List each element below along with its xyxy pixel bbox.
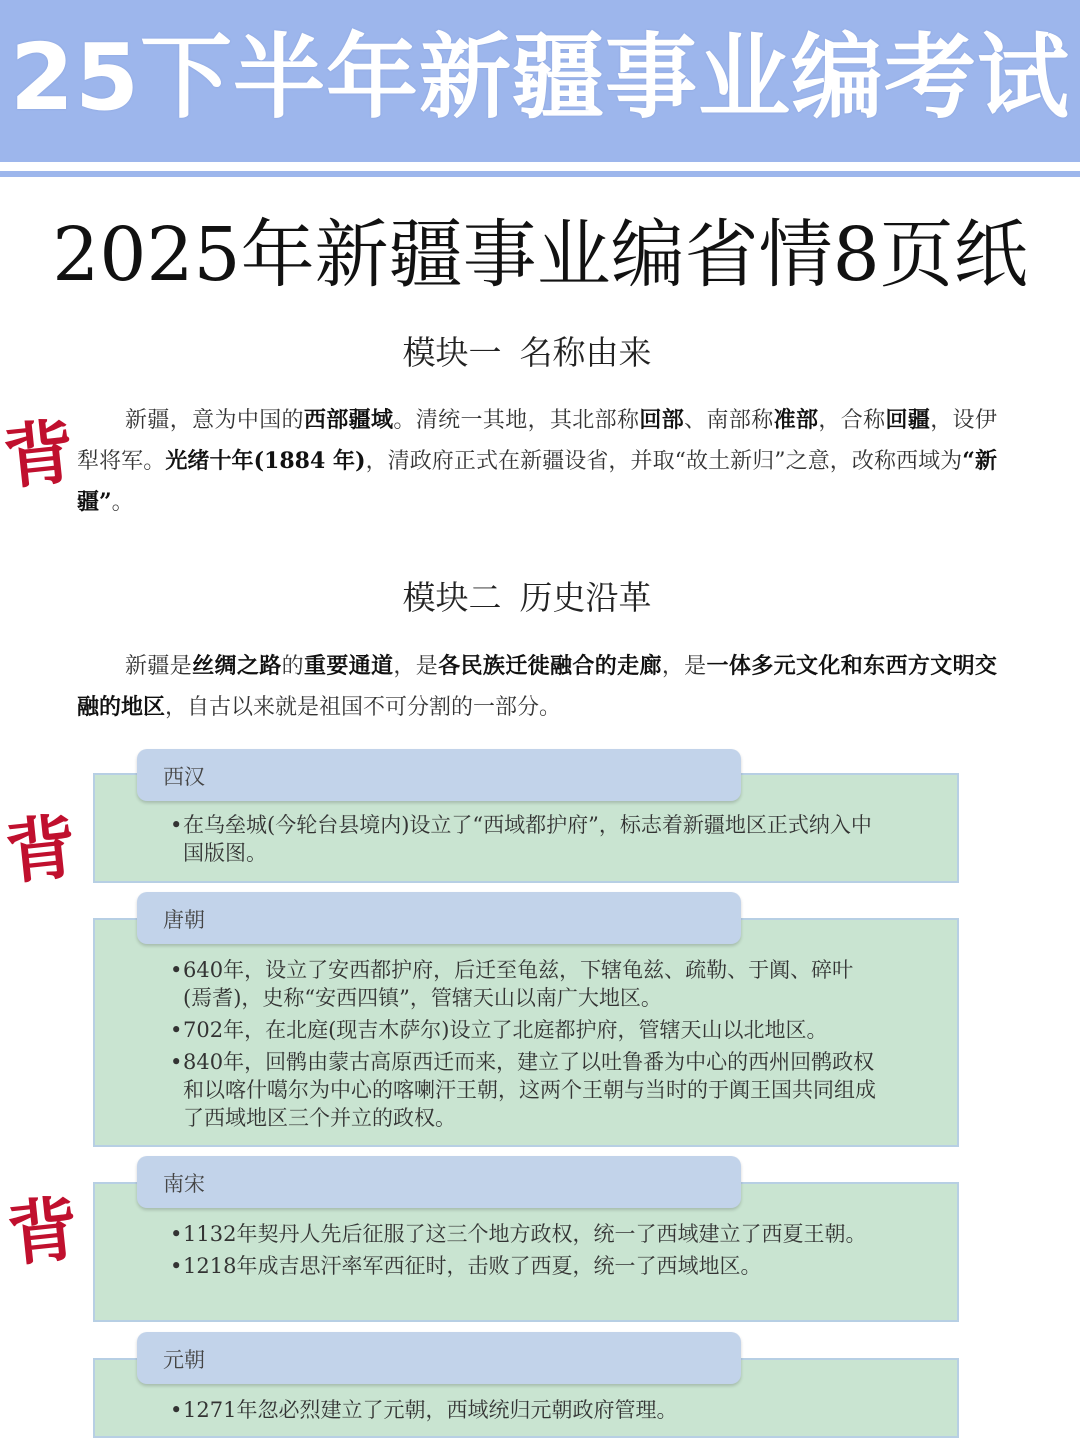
era-tab-xihan — [137, 749, 741, 801]
module2-text: ，自古以来就是祖国不可分割的一部分。 — [165, 695, 562, 720]
module1-name: 名称由来 — [519, 333, 652, 372]
module2-text: 的 — [281, 654, 304, 679]
era-tab-tang — [137, 892, 741, 944]
module1-text: ，清政府正式在新疆设省，并取“故土新归”之意，改称西域为 — [365, 449, 963, 474]
era-tab-yuan — [137, 1332, 741, 1384]
module1-bold-text: 光绪十年(1884 年) — [165, 448, 366, 474]
module1-bold-text: “新疆” — [77, 448, 997, 515]
module2-name: 历史沿革 — [519, 578, 652, 617]
era-item: • 1132年契丹人先后征服了这三个地方政权，统一了西域建立了西夏王朝。 — [173, 1220, 877, 1248]
era-items — [173, 1220, 877, 1284]
memorize-stamp-3: 背 — [3, 1186, 83, 1277]
module1-text: 、南部称 — [684, 408, 774, 433]
era-items — [173, 811, 877, 871]
module1-text: 。清统一其地，其北部称 — [393, 408, 640, 433]
era-item: • 在乌垒城(今轮台县境内)设立了“西域都护府”，标志着新疆地区正式纳入中国版图。 — [173, 811, 877, 867]
module2-text: ，是 — [661, 654, 707, 679]
module2-number: 模块二 — [402, 578, 502, 617]
era-tab-nansong — [137, 1156, 741, 1208]
module2-bold-text: 重要通道 — [303, 653, 394, 679]
era-item: • 1218年成吉思汗率军西征时，击败了西夏，统一了西域地区。 — [173, 1252, 877, 1280]
top-banner — [0, 0, 1080, 162]
module1-number: 模块一 — [402, 333, 502, 372]
module2-bold-text: 各民族迁徙融合的走廊 — [438, 653, 662, 679]
module1-text: ，设伊犁将军。 — [77, 408, 997, 474]
era-item: • 1271年忽必烈建立了元朝，西域统归元朝政府管理。 — [173, 1396, 877, 1424]
module1-bold-text: 回疆 — [885, 407, 931, 433]
module1-bold-text: 回部 — [639, 407, 685, 433]
era-items — [173, 956, 877, 1136]
era-box-tang — [93, 918, 959, 1147]
banner-divider — [0, 171, 1080, 177]
era-items — [173, 1396, 877, 1428]
module1-text: 新疆，意为中国的 — [125, 408, 304, 433]
document-title: 2025年新疆事业编省情8页纸 — [52, 212, 1028, 298]
module1-text: 。 — [111, 490, 134, 515]
module2-heading — [0, 576, 1054, 620]
module1-text: ，合称 — [818, 408, 886, 433]
module2-bold-text: 一体多元文化和东西方文明交融的地区 — [77, 653, 997, 720]
era-name: 西汉 — [163, 765, 205, 789]
memorize-stamp-1: 背 — [0, 409, 79, 500]
memorize-stamp-2: 背 — [1, 804, 81, 895]
era-item: • 640年，设立了安西都护府，后迁至龟兹，下辖龟兹、疏勒、于阗、碎叶(焉耆)，史称“安西四镇”，管辖天山以南广大地区。 — [173, 956, 877, 1012]
module2-bold-text: 丝绸之路 — [192, 653, 282, 679]
banner-title: 25下半年新疆事业编考试 — [9, 24, 1071, 131]
era-name: 南宋 — [163, 1172, 205, 1196]
era-item: • 702年，在北庭(现吉木萨尔)设立了北庭都护府，管辖天山以北地区。 — [173, 1016, 877, 1044]
module1-bold-text: 西部疆域 — [303, 407, 394, 433]
module2-text: 新疆是 — [125, 654, 193, 679]
era-name: 唐朝 — [163, 908, 205, 932]
module2-paragraph — [77, 646, 997, 728]
module1-paragraph — [77, 400, 997, 523]
era-item: • 840年，回鹘由蒙古高原西迁而来，建立了以吐鲁番为中心的西州回鹘政权和以喀什噶尔为中心的喀喇汗王朝，这两个王朝与当时的于阗王国共同组成了西域地区三个并立的政权。 — [173, 1048, 877, 1132]
era-name: 元朝 — [163, 1348, 205, 1372]
module1-bold-text: 准部 — [773, 407, 819, 433]
module1-heading — [0, 331, 1054, 375]
module2-text: ，是 — [393, 654, 439, 679]
